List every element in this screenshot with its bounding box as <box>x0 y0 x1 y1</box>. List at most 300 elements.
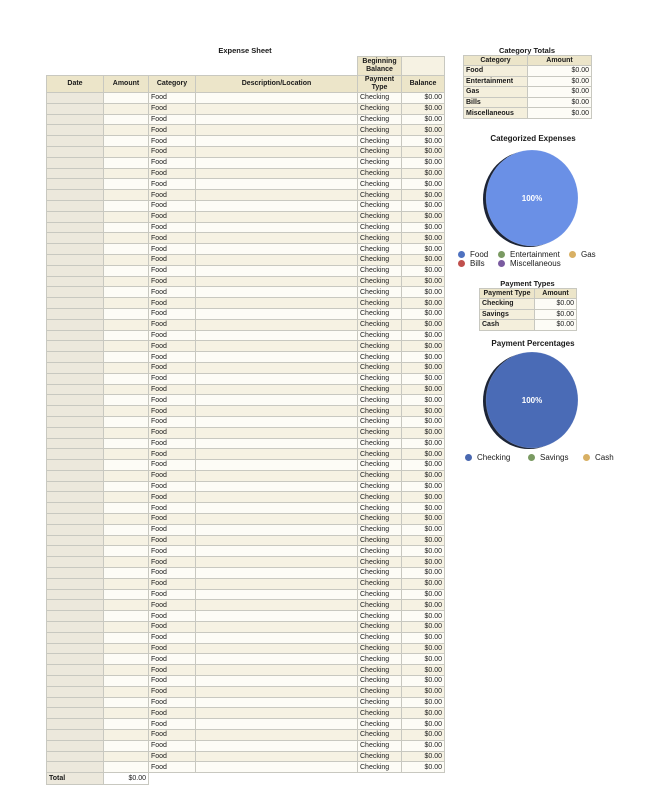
description-cell[interactable] <box>196 362 358 373</box>
category-cell[interactable]: Food <box>149 330 196 341</box>
balance-cell[interactable]: $0.00 <box>402 568 445 579</box>
balance-cell[interactable]: $0.00 <box>402 416 445 427</box>
balance-cell[interactable]: $0.00 <box>402 557 445 568</box>
date-cell[interactable] <box>47 438 104 449</box>
category-amount[interactable]: $0.00 <box>528 87 592 98</box>
date-cell[interactable] <box>47 643 104 654</box>
payment-type-cell[interactable]: Checking <box>358 708 402 719</box>
category-cell[interactable]: Food <box>149 568 196 579</box>
category-cell[interactable]: Food <box>149 416 196 427</box>
category-cell[interactable]: Food <box>149 287 196 298</box>
payment-type-cell[interactable]: Checking <box>358 578 402 589</box>
date-cell[interactable] <box>47 157 104 168</box>
category-cell[interactable]: Food <box>149 524 196 535</box>
amount-cell[interactable] <box>104 179 149 190</box>
payment-type-cell[interactable]: Checking <box>358 362 402 373</box>
description-cell[interactable] <box>196 406 358 417</box>
balance-cell[interactable]: $0.00 <box>402 427 445 438</box>
category-cell[interactable]: Food <box>149 146 196 157</box>
category-cell[interactable]: Food <box>149 697 196 708</box>
beginning-balance-cell[interactable] <box>402 57 445 76</box>
payment-type-cell[interactable]: Checking <box>358 395 402 406</box>
description-cell[interactable] <box>196 179 358 190</box>
balance-cell[interactable]: $0.00 <box>402 93 445 104</box>
category-cell[interactable]: Food <box>149 557 196 568</box>
category-cell[interactable]: Food <box>149 470 196 481</box>
balance-cell[interactable]: $0.00 <box>402 438 445 449</box>
description-cell[interactable] <box>196 524 358 535</box>
balance-cell[interactable]: $0.00 <box>402 233 445 244</box>
payment-type-cell[interactable]: Checking <box>358 200 402 211</box>
category-cell[interactable]: Food <box>149 730 196 741</box>
category-cell[interactable]: Food <box>149 384 196 395</box>
category-cell[interactable]: Food <box>149 352 196 363</box>
description-cell[interactable] <box>196 298 358 309</box>
amount-cell[interactable] <box>104 244 149 255</box>
category-cell[interactable]: Food <box>149 233 196 244</box>
description-cell[interactable] <box>196 611 358 622</box>
balance-cell[interactable]: $0.00 <box>402 157 445 168</box>
description-cell[interactable] <box>196 244 358 255</box>
balance-cell[interactable]: $0.00 <box>402 276 445 287</box>
payment-type-cell[interactable]: Checking <box>358 416 402 427</box>
category-cell[interactable]: Food <box>149 676 196 687</box>
category-cell[interactable]: Food <box>149 406 196 417</box>
category-amount[interactable]: $0.00 <box>528 108 592 119</box>
payment-type-cell[interactable]: Checking <box>358 589 402 600</box>
payment-type-cell[interactable]: Checking <box>358 244 402 255</box>
description-cell[interactable] <box>196 157 358 168</box>
description-cell[interactable] <box>196 449 358 460</box>
description-cell[interactable] <box>196 395 358 406</box>
amount-cell[interactable] <box>104 287 149 298</box>
description-cell[interactable] <box>196 708 358 719</box>
payment-type-cell[interactable]: Checking <box>358 427 402 438</box>
category-cell[interactable]: Food <box>149 719 196 730</box>
date-cell[interactable] <box>47 546 104 557</box>
description-cell[interactable] <box>196 93 358 104</box>
date-cell[interactable] <box>47 514 104 525</box>
amount-cell[interactable] <box>104 416 149 427</box>
date-cell[interactable] <box>47 168 104 179</box>
description-cell[interactable] <box>196 125 358 136</box>
amount-cell[interactable] <box>104 265 149 276</box>
date-cell[interactable] <box>47 611 104 622</box>
description-cell[interactable] <box>196 568 358 579</box>
category-cell[interactable]: Food <box>149 492 196 503</box>
balance-cell[interactable]: $0.00 <box>402 319 445 330</box>
amount-cell[interactable] <box>104 719 149 730</box>
description-cell[interactable] <box>196 265 358 276</box>
category-cell[interactable]: Food <box>149 740 196 751</box>
balance-cell[interactable]: $0.00 <box>402 362 445 373</box>
balance-cell[interactable]: $0.00 <box>402 546 445 557</box>
description-cell[interactable] <box>196 136 358 147</box>
balance-cell[interactable]: $0.00 <box>402 622 445 633</box>
payment-type-cell[interactable]: Checking <box>358 179 402 190</box>
description-cell[interactable] <box>196 190 358 201</box>
balance-cell[interactable]: $0.00 <box>402 676 445 687</box>
date-cell[interactable] <box>47 589 104 600</box>
description-cell[interactable] <box>196 557 358 568</box>
balance-cell[interactable]: $0.00 <box>402 125 445 136</box>
amount-cell[interactable] <box>104 211 149 222</box>
payment-type-cell[interactable]: Checking <box>358 384 402 395</box>
date-cell[interactable] <box>47 211 104 222</box>
description-cell[interactable] <box>196 697 358 708</box>
description-cell[interactable] <box>196 730 358 741</box>
amount-cell[interactable] <box>104 557 149 568</box>
category-cell[interactable]: Food <box>149 589 196 600</box>
balance-cell[interactable]: $0.00 <box>402 384 445 395</box>
category-cell[interactable]: Food <box>149 362 196 373</box>
amount-cell[interactable] <box>104 730 149 741</box>
balance-cell[interactable]: $0.00 <box>402 524 445 535</box>
payment-type-cell[interactable]: Checking <box>358 276 402 287</box>
balance-cell[interactable]: $0.00 <box>402 762 445 773</box>
date-cell[interactable] <box>47 557 104 568</box>
date-cell[interactable] <box>47 654 104 665</box>
amount-cell[interactable] <box>104 740 149 751</box>
payment-type-cell[interactable]: Checking <box>358 643 402 654</box>
amount-cell[interactable] <box>104 125 149 136</box>
amount-cell[interactable] <box>104 254 149 265</box>
description-cell[interactable] <box>196 578 358 589</box>
amount-cell[interactable] <box>104 93 149 104</box>
category-cell[interactable]: Food <box>149 222 196 233</box>
category-cell[interactable]: Food <box>149 179 196 190</box>
date-cell[interactable] <box>47 254 104 265</box>
date-cell[interactable] <box>47 622 104 633</box>
amount-cell[interactable] <box>104 697 149 708</box>
payment-type-cell[interactable]: Checking <box>358 341 402 352</box>
balance-cell[interactable]: $0.00 <box>402 697 445 708</box>
category-cell[interactable]: Food <box>149 114 196 125</box>
category-cell[interactable]: Food <box>149 276 196 287</box>
payment-type-cell[interactable]: Checking <box>358 676 402 687</box>
payment-type-cell[interactable]: Checking <box>358 622 402 633</box>
payment-type-cell[interactable]: Checking <box>358 557 402 568</box>
description-cell[interactable] <box>196 373 358 384</box>
category-cell[interactable]: Food <box>149 762 196 773</box>
date-cell[interactable] <box>47 373 104 384</box>
description-cell[interactable] <box>196 416 358 427</box>
description-cell[interactable] <box>196 600 358 611</box>
category-cell[interactable]: Food <box>149 427 196 438</box>
column-header-category[interactable]: Category <box>149 76 196 93</box>
description-cell[interactable] <box>196 211 358 222</box>
date-cell[interactable] <box>47 676 104 687</box>
date-cell[interactable] <box>47 276 104 287</box>
amount-cell[interactable] <box>104 330 149 341</box>
date-cell[interactable] <box>47 298 104 309</box>
amount-cell[interactable] <box>104 524 149 535</box>
payment-type-cell[interactable]: Checking <box>358 406 402 417</box>
payment-type-cell[interactable]: Checking <box>358 600 402 611</box>
balance-cell[interactable]: $0.00 <box>402 330 445 341</box>
date-cell[interactable] <box>47 762 104 773</box>
description-cell[interactable] <box>196 514 358 525</box>
description-cell[interactable] <box>196 103 358 114</box>
description-cell[interactable] <box>196 146 358 157</box>
balance-cell[interactable]: $0.00 <box>402 492 445 503</box>
balance-cell[interactable]: $0.00 <box>402 298 445 309</box>
amount-cell[interactable] <box>104 578 149 589</box>
description-cell[interactable] <box>196 686 358 697</box>
amount-cell[interactable] <box>104 708 149 719</box>
amount-cell[interactable] <box>104 568 149 579</box>
amount-cell[interactable] <box>104 470 149 481</box>
category-cell[interactable]: Food <box>149 168 196 179</box>
date-cell[interactable] <box>47 719 104 730</box>
balance-cell[interactable]: $0.00 <box>402 481 445 492</box>
description-cell[interactable] <box>196 168 358 179</box>
payment-type-cell[interactable]: Checking <box>358 568 402 579</box>
description-cell[interactable] <box>196 222 358 233</box>
description-cell[interactable] <box>196 665 358 676</box>
payment-type-cell[interactable]: Checking <box>358 146 402 157</box>
category-cell[interactable]: Food <box>149 578 196 589</box>
date-cell[interactable] <box>47 503 104 514</box>
description-cell[interactable] <box>196 200 358 211</box>
payment-type-cell[interactable]: Checking <box>358 611 402 622</box>
balance-cell[interactable]: $0.00 <box>402 190 445 201</box>
amount-cell[interactable] <box>104 654 149 665</box>
total-amount[interactable]: $0.00 <box>104 773 149 785</box>
amount-cell[interactable] <box>104 406 149 417</box>
date-cell[interactable] <box>47 125 104 136</box>
balance-cell[interactable]: $0.00 <box>402 265 445 276</box>
amount-cell[interactable] <box>104 114 149 125</box>
date-cell[interactable] <box>47 568 104 579</box>
balance-cell[interactable]: $0.00 <box>402 665 445 676</box>
column-header-balance[interactable]: Balance <box>402 76 445 93</box>
amount-cell[interactable] <box>104 168 149 179</box>
payment-type-cell[interactable]: Checking <box>358 308 402 319</box>
payment-type-cell[interactable]: Checking <box>358 449 402 460</box>
amount-cell[interactable] <box>104 384 149 395</box>
amount-cell[interactable] <box>104 222 149 233</box>
amount-cell[interactable] <box>104 751 149 762</box>
date-cell[interactable] <box>47 395 104 406</box>
date-cell[interactable] <box>47 697 104 708</box>
description-cell[interactable] <box>196 751 358 762</box>
amount-cell[interactable] <box>104 492 149 503</box>
payment-type-cell[interactable]: Checking <box>358 168 402 179</box>
payment-type-cell[interactable]: Checking <box>358 697 402 708</box>
amount-cell[interactable] <box>104 362 149 373</box>
amount-cell[interactable] <box>104 146 149 157</box>
payment-type-cell[interactable]: Checking <box>358 265 402 276</box>
date-cell[interactable] <box>47 200 104 211</box>
category-cell[interactable]: Food <box>149 341 196 352</box>
description-cell[interactable] <box>196 632 358 643</box>
payment-type-cell[interactable]: Checking <box>358 632 402 643</box>
date-cell[interactable] <box>47 384 104 395</box>
payment-type-cell[interactable]: Checking <box>358 762 402 773</box>
balance-cell[interactable]: $0.00 <box>402 179 445 190</box>
category-cell[interactable]: Food <box>149 93 196 104</box>
payment-type-amount[interactable]: $0.00 <box>535 320 577 331</box>
balance-cell[interactable]: $0.00 <box>402 503 445 514</box>
payment-type-cell[interactable]: Checking <box>358 352 402 363</box>
payment-type-cell[interactable]: Checking <box>358 373 402 384</box>
payment-type-cell[interactable]: Checking <box>358 136 402 147</box>
category-cell[interactable]: Food <box>149 298 196 309</box>
payment-type-cell[interactable]: Checking <box>358 319 402 330</box>
date-cell[interactable] <box>47 287 104 298</box>
balance-cell[interactable]: $0.00 <box>402 200 445 211</box>
payment-type-cell[interactable]: Checking <box>358 503 402 514</box>
description-cell[interactable] <box>196 740 358 751</box>
balance-cell[interactable]: $0.00 <box>402 395 445 406</box>
date-cell[interactable] <box>47 319 104 330</box>
date-cell[interactable] <box>47 114 104 125</box>
amount-cell[interactable] <box>104 319 149 330</box>
category-cell[interactable]: Food <box>149 438 196 449</box>
amount-cell[interactable] <box>104 665 149 676</box>
amount-cell[interactable] <box>104 503 149 514</box>
amount-cell[interactable] <box>104 157 149 168</box>
description-cell[interactable] <box>196 762 358 773</box>
amount-cell[interactable] <box>104 622 149 633</box>
amount-cell[interactable] <box>104 438 149 449</box>
balance-cell[interactable]: $0.00 <box>402 114 445 125</box>
amount-cell[interactable] <box>104 589 149 600</box>
date-cell[interactable] <box>47 535 104 546</box>
amount-cell[interactable] <box>104 514 149 525</box>
category-cell[interactable]: Food <box>149 200 196 211</box>
amount-cell[interactable] <box>104 535 149 546</box>
balance-cell[interactable]: $0.00 <box>402 654 445 665</box>
date-cell[interactable] <box>47 233 104 244</box>
date-cell[interactable] <box>47 740 104 751</box>
category-cell[interactable]: Food <box>149 654 196 665</box>
description-cell[interactable] <box>196 470 358 481</box>
date-cell[interactable] <box>47 578 104 589</box>
balance-cell[interactable]: $0.00 <box>402 719 445 730</box>
date-cell[interactable] <box>47 330 104 341</box>
category-cell[interactable]: Food <box>149 265 196 276</box>
payment-type-cell[interactable]: Checking <box>358 514 402 525</box>
balance-cell[interactable]: $0.00 <box>402 751 445 762</box>
description-cell[interactable] <box>196 330 358 341</box>
date-cell[interactable] <box>47 665 104 676</box>
payment-type-cell[interactable]: Checking <box>358 287 402 298</box>
payment-type-cell[interactable]: Checking <box>358 740 402 751</box>
category-amount[interactable]: $0.00 <box>528 76 592 87</box>
payment-type-cell[interactable]: Checking <box>358 330 402 341</box>
date-cell[interactable] <box>47 470 104 481</box>
balance-cell[interactable]: $0.00 <box>402 136 445 147</box>
balance-cell[interactable]: $0.00 <box>402 589 445 600</box>
payment-type-cell[interactable]: Checking <box>358 190 402 201</box>
amount-cell[interactable] <box>104 103 149 114</box>
payment-type-cell[interactable]: Checking <box>358 254 402 265</box>
category-cell[interactable]: Food <box>149 449 196 460</box>
balance-cell[interactable]: $0.00 <box>402 632 445 643</box>
balance-cell[interactable]: $0.00 <box>402 730 445 741</box>
category-cell[interactable]: Food <box>149 503 196 514</box>
balance-cell[interactable]: $0.00 <box>402 341 445 352</box>
date-cell[interactable] <box>47 93 104 104</box>
date-cell[interactable] <box>47 481 104 492</box>
category-cell[interactable]: Food <box>149 211 196 222</box>
amount-cell[interactable] <box>104 341 149 352</box>
category-cell[interactable]: Food <box>149 643 196 654</box>
description-cell[interactable] <box>196 352 358 363</box>
payment-type-cell[interactable]: Checking <box>358 481 402 492</box>
payment-type-cell[interactable]: Checking <box>358 222 402 233</box>
category-cell[interactable]: Food <box>149 632 196 643</box>
category-cell[interactable]: Food <box>149 136 196 147</box>
date-cell[interactable] <box>47 460 104 471</box>
payment-type-cell[interactable]: Checking <box>358 686 402 697</box>
amount-cell[interactable] <box>104 632 149 643</box>
category-cell[interactable]: Food <box>149 611 196 622</box>
balance-cell[interactable]: $0.00 <box>402 373 445 384</box>
balance-cell[interactable]: $0.00 <box>402 611 445 622</box>
date-cell[interactable] <box>47 222 104 233</box>
amount-cell[interactable] <box>104 676 149 687</box>
balance-cell[interactable]: $0.00 <box>402 535 445 546</box>
description-cell[interactable] <box>196 438 358 449</box>
description-cell[interactable] <box>196 384 358 395</box>
balance-cell[interactable]: $0.00 <box>402 308 445 319</box>
description-cell[interactable] <box>196 460 358 471</box>
date-cell[interactable] <box>47 146 104 157</box>
payment-type-cell[interactable]: Checking <box>358 438 402 449</box>
balance-cell[interactable]: $0.00 <box>402 168 445 179</box>
description-cell[interactable] <box>196 589 358 600</box>
amount-cell[interactable] <box>104 460 149 471</box>
category-cell[interactable]: Food <box>149 708 196 719</box>
balance-cell[interactable]: $0.00 <box>402 514 445 525</box>
description-cell[interactable] <box>196 287 358 298</box>
description-cell[interactable] <box>196 546 358 557</box>
category-amount[interactable]: $0.00 <box>528 66 592 77</box>
date-cell[interactable] <box>47 265 104 276</box>
date-cell[interactable] <box>47 686 104 697</box>
date-cell[interactable] <box>47 751 104 762</box>
amount-cell[interactable] <box>104 190 149 201</box>
amount-cell[interactable] <box>104 395 149 406</box>
date-cell[interactable] <box>47 308 104 319</box>
description-cell[interactable] <box>196 492 358 503</box>
payment-type-amount[interactable]: $0.00 <box>535 299 577 310</box>
balance-cell[interactable]: $0.00 <box>402 244 445 255</box>
date-cell[interactable] <box>47 244 104 255</box>
amount-cell[interactable] <box>104 352 149 363</box>
date-cell[interactable] <box>47 362 104 373</box>
payment-type-cell[interactable]: Checking <box>358 298 402 309</box>
balance-cell[interactable]: $0.00 <box>402 406 445 417</box>
date-cell[interactable] <box>47 341 104 352</box>
payment-type-cell[interactable]: Checking <box>358 730 402 741</box>
balance-cell[interactable]: $0.00 <box>402 708 445 719</box>
balance-cell[interactable]: $0.00 <box>402 460 445 471</box>
description-cell[interactable] <box>196 503 358 514</box>
amount-cell[interactable] <box>104 308 149 319</box>
balance-cell[interactable]: $0.00 <box>402 686 445 697</box>
amount-cell[interactable] <box>104 233 149 244</box>
payment-type-cell[interactable]: Checking <box>358 719 402 730</box>
balance-cell[interactable]: $0.00 <box>402 449 445 460</box>
balance-cell[interactable]: $0.00 <box>402 352 445 363</box>
description-cell[interactable] <box>196 719 358 730</box>
amount-cell[interactable] <box>104 427 149 438</box>
amount-cell[interactable] <box>104 136 149 147</box>
